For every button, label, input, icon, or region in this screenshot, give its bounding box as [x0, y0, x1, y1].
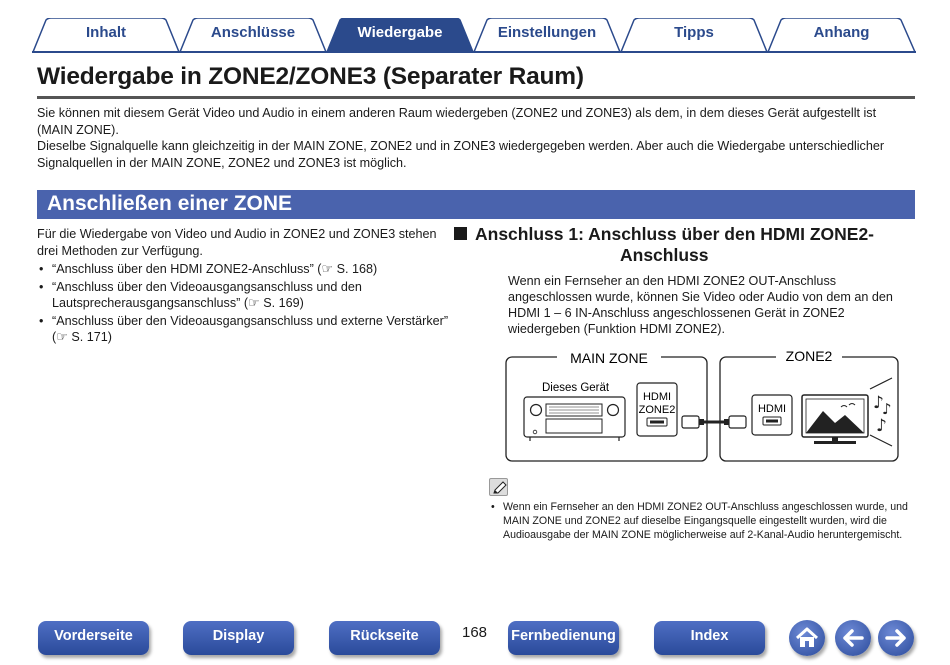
section-title: Anschließen einer ZONE [47, 192, 293, 215]
note-block [491, 500, 916, 542]
list-item[interactable]: • “Anschluss über den Videoausgangsanschluss und den Lautsprecherausgangsanschluss” (☞ S. 169) [37, 279, 457, 312]
tab-einstellungen[interactable] [473, 18, 621, 52]
list-item[interactable]: • “Anschluss über den Videoausgangsanschluss und externe Verstärker” (☞ S. 171) [37, 313, 457, 346]
button-label: Fernbedienung [511, 628, 616, 644]
button-label: Vorderseite [54, 628, 133, 644]
tab-label: Inhalt [86, 24, 126, 41]
hdmi-zone2-port-icon [637, 383, 677, 436]
intro-paragraph: Dieselbe Signalquelle kann gleichzeitig in der MAIN ZONE, ZONE2 und in ZONE3 wiedergegeben werden. Aber auch die Wiedergabe unterschiedlicher Signalquellen in der MAIN ZONE, ZONE2 und ZONE3 ist möglich. [37, 139, 885, 170]
methods-list [37, 261, 457, 346]
tab-anhang[interactable] [767, 18, 916, 52]
zone2-port-label: ZONE2 [638, 404, 676, 416]
tv-icon [802, 395, 868, 444]
tab-inhalt[interactable] [32, 18, 180, 52]
page-ref[interactable]: S. 168 [336, 262, 374, 276]
page-number: 168 [462, 624, 488, 641]
svg-text:♪: ♪ [873, 393, 884, 413]
list-item-text: “Anschluss über den Videoausgangsanschluss und den Lautsprecherausgangsanschluss” [52, 279, 362, 310]
subsection-body: Wenn ein Fernseher an den HDMI ZONE2 OUT-Anschluss angeschlossen wurde, können Sie Video oder Audio von dem an den HDMI 1 – 6 IN-Anschluss angeschlossenen Gerät in ZONE2 wiedergeben (Funktion HDMI ZONE2). [508, 274, 893, 336]
forward-button[interactable] [878, 620, 914, 656]
square-bullet-icon [454, 227, 467, 240]
receiver-icon [524, 397, 625, 441]
tab-tipps[interactable] [620, 18, 768, 52]
page-ref[interactable]: S. 169 [263, 296, 300, 310]
title-divider [37, 96, 915, 99]
page-ref[interactable]: S. 171 [71, 330, 108, 344]
intro-paragraph: Sie können mit diesem Gerät Video und Audio in einem anderen Raum wiedergeben (ZONE2 und ZONE3) als dem, in dem dieses Gerät aufgestellt ist (MAIN ZONE). [37, 106, 877, 137]
list-item[interactable]: • “Anschluss über den HDMI ZONE2-Anschluss” (☞ S. 168) [37, 261, 457, 278]
pencil-icon [489, 478, 508, 496]
back-button[interactable] [835, 620, 871, 656]
reference-hand-icon: ☞ [248, 295, 260, 310]
button-label: Index [690, 628, 729, 644]
tab-label: Einstellungen [497, 24, 597, 41]
tab-label: Anhang [813, 24, 870, 41]
methods-intro: Für die Wiedergabe von Video und Audio in ZONE2 und ZONE3 stehen drei Methoden zur Verfügung. [37, 227, 437, 258]
home-icon [789, 620, 825, 656]
tab-wiedergabe[interactable] [326, 18, 474, 52]
main-zone-label: MAIN ZONE [570, 350, 648, 366]
button-label: Display [212, 628, 265, 644]
list-item-text: “Anschluss über den Videoausgangsanschluss und externe Verstärker” [52, 313, 449, 328]
arrow-right-icon [878, 620, 914, 656]
hdmi-port-label: HDMI [642, 391, 672, 403]
rueckseite-button[interactable] [329, 621, 440, 655]
tv-hdmi-label: HDMI [757, 403, 787, 415]
svg-text:♪: ♪ [876, 416, 887, 436]
section-header [37, 190, 915, 219]
display-button[interactable] [183, 621, 294, 655]
arrow-left-icon [835, 620, 871, 656]
left-column [37, 226, 457, 347]
tab-label: Tipps [674, 24, 714, 41]
tab-label: Wiedergabe [357, 24, 443, 41]
device-label: Dieses Gerät [542, 382, 610, 394]
home-button[interactable] [789, 620, 825, 656]
hdmi-cable-icon [682, 416, 746, 428]
vorderseite-button[interactable] [38, 621, 149, 655]
note-text: Wenn ein Fernseher an den HDMI ZONE2 OUT-Anschluss angeschlossen wurde, und MAIN ZONE und ZONE2 auf dieselbe Eingangsquelle eingestellt wurden, wird die Audioausgabe der MAIN ZONE möglicherweise auf 2-Kanal-Audio heruntergemischt. [503, 501, 908, 541]
tv-hdmi-port-icon [752, 395, 792, 435]
zone2-label: ZONE2 [785, 348, 833, 364]
page-title: Wiedergabe in ZONE2/ZONE3 (Separater Raum) [37, 63, 584, 90]
connection-diagram [505, 345, 900, 465]
bullet: • [491, 501, 495, 513]
fernbedienung-button[interactable] [508, 621, 619, 655]
svg-text:♪: ♪ [882, 400, 892, 418]
button-label: Rückseite [350, 628, 419, 644]
subsection-title-line2: Anschluss [620, 245, 709, 265]
tab-bar [32, 18, 916, 52]
tab-underline [32, 51, 916, 53]
reference-hand-icon: ☞ [56, 329, 68, 344]
tab-anschluesse[interactable] [179, 18, 327, 52]
tab-label: Anschlüsse [210, 24, 296, 41]
intro-text [37, 105, 915, 171]
reference-hand-icon: ☞ [321, 261, 334, 276]
index-button[interactable] [654, 621, 765, 655]
subsection-title-line1: Anschluss 1: Anschluss über den HDMI ZONE2- [475, 224, 875, 244]
list-item-text: “Anschluss über den HDMI ZONE2-Anschluss” [52, 262, 314, 276]
